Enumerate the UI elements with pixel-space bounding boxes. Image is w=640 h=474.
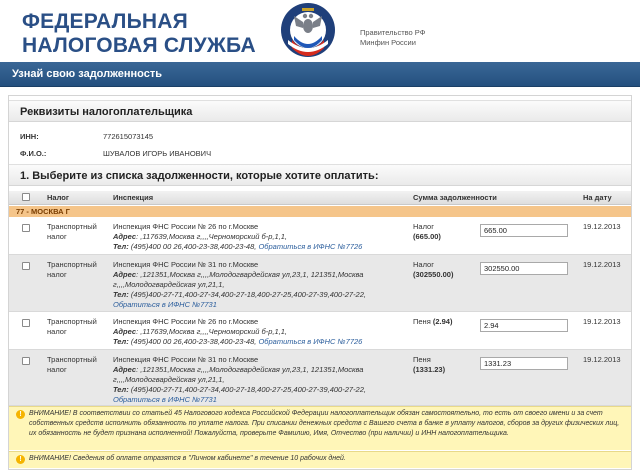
taxpayer-section-title: Реквизиты налогоплательщика (20, 106, 193, 118)
col-amount: Сумма задолженности (413, 193, 497, 202)
tax-code-warning (9, 406, 631, 450)
table-row (9, 255, 631, 312)
brand-line-1: ФЕДЕРАЛЬНАЯ (22, 10, 188, 33)
row-inspection (113, 355, 409, 405)
row-tax: Транспортный налог (47, 355, 97, 374)
address-label: Адрес (113, 365, 137, 374)
inn-value: 772615073145 (103, 132, 154, 141)
amount-input[interactable] (480, 224, 568, 237)
debts-table-header (9, 191, 631, 205)
inspection-name: Инспекция ФНС России № 26 по г.Москве (113, 317, 259, 326)
amount-value: (1331.23) (413, 365, 446, 374)
row-date: 19.12.2013 (583, 355, 621, 364)
taxpayer-section-header (9, 100, 631, 122)
government-caption (360, 28, 425, 48)
tel-label: Тел: (113, 242, 129, 251)
gov-line-1: Правительство РФ (360, 28, 426, 37)
row-inspection (113, 222, 409, 252)
table-row (9, 350, 631, 406)
region-label: 77 - МОСКВА Г (16, 207, 70, 216)
row-amount-label (413, 317, 475, 327)
col-tax: Налог (47, 193, 69, 202)
amount-type: Пеня (413, 355, 431, 364)
inn-label: ИНН: (20, 132, 39, 141)
inspection-name: Инспекция ФНС России № 31 по г.Москве (113, 260, 259, 269)
fns-emblem-icon (272, 0, 344, 64)
row-checkbox[interactable] (22, 357, 30, 365)
contact-ifns-link[interactable]: Обратиться в ИФНС №7726 (258, 242, 363, 251)
amount-input[interactable] (480, 357, 568, 370)
tel-value: (495)400-27-71,400-27-34,400-27-18,400-27-25,400-27-39,400-27-22, (128, 385, 366, 394)
amount-type: Налог (413, 222, 434, 231)
tel-label: Тел: (113, 385, 129, 394)
col-inspection: Инспекция (113, 193, 154, 202)
tel-value: (495)400 00 26,400-23-38,400-23-48, (128, 337, 257, 346)
tel-label: Тел: (113, 337, 129, 346)
row-amount-label (413, 222, 473, 242)
debts-section-header (9, 164, 631, 186)
address-value: : ,121351,Москва г,,,,Молодогвардейская ул,23,1, 121351,Москва г,,,,Молодогвардейская ул,21,1, (113, 365, 364, 384)
row-tax: Транспортный налог (47, 260, 97, 279)
row-checkbox[interactable] (22, 262, 30, 270)
row-inspection (113, 260, 409, 310)
site-header (0, 0, 640, 62)
row-date: 19.12.2013 (583, 260, 621, 269)
amount-value: (302550.00) (413, 270, 454, 279)
select-all-checkbox[interactable] (22, 193, 30, 201)
address-value: : ,117639,Москва г,,,,Черноморский б-р,1,1, (136, 327, 288, 336)
amount-value: (665.00) (413, 232, 441, 241)
contact-ifns-link[interactable]: Обратиться в ИФНС №7731 (113, 395, 217, 404)
warning-icon: ! (16, 455, 25, 464)
contact-ifns-link[interactable]: Обратиться в ИФНС №7726 (258, 337, 363, 346)
row-tax: Транспортный налог (47, 317, 97, 336)
amount-input[interactable] (480, 262, 568, 275)
region-group-row (9, 206, 631, 217)
gov-line-2: Минфин России (360, 38, 416, 47)
fio-label: Ф.И.О.: (20, 149, 47, 158)
brand-line-2: НАЛОГОВАЯ СЛУЖБА (22, 34, 256, 57)
fio-value: ШУВАЛОВ ИГОРЬ ИВАНОВИЧ (103, 149, 212, 158)
main-panel (8, 95, 632, 470)
amount-value: (2.94) (432, 317, 453, 326)
page-title: Узнай свою задолженность (12, 68, 163, 80)
debts-section-title: 1. Выберите из списка задолженности, которые хотите оплатить: (20, 170, 379, 182)
amount-type: Пеня (413, 317, 431, 326)
address-label: Адрес (113, 270, 137, 279)
row-checkbox[interactable] (22, 319, 30, 327)
row-checkbox[interactable] (22, 224, 30, 232)
row-tax: Транспортный налог (47, 222, 97, 241)
inspection-name: Инспекция ФНС России № 31 по г.Москве (113, 355, 259, 364)
warning-icon: ! (16, 410, 25, 419)
row-inspection (113, 317, 409, 347)
payment-info-warning (9, 451, 631, 468)
site-logo-text[interactable] (22, 10, 256, 58)
amount-input[interactable] (480, 319, 568, 332)
col-date: На дату (583, 193, 612, 202)
page-title-bar (0, 62, 640, 87)
row-date: 19.12.2013 (583, 222, 621, 231)
tel-value: (495)400 00 26,400-23-38,400-23-48, (128, 242, 257, 251)
row-date: 19.12.2013 (583, 317, 621, 326)
warning-text: ВНИМАНИЕ! Сведения об оплате отразятся в "Личном кабинете" в течение 10 рабочих дней. (29, 455, 346, 462)
address-label: Адрес (113, 232, 137, 241)
inspection-name: Инспекция ФНС России № 26 по г.Москве (113, 222, 259, 231)
tel-label: Тел: (113, 290, 129, 299)
address-label: Адрес (113, 327, 137, 336)
warning-text: ВНИМАНИЕ! В соответствии со статьей 45 Налогового кодекса Российской Федерации налогоплательщик обязан самостоятельно, то есть от своего имени и за счет собственных средств исполнить обязанность по уплате налога. При списании денежных средств с Вашего счета в банке в уплату налогов, сборов за других физических лиц, их обязанность не будет признана исполненной! Пожалуйста, проверьте Фамилию, Имя, Отчество (при наличии) и ИНН налогоплательщика. (29, 410, 620, 437)
address-value: : ,117639,Москва г,,,,Черноморский б-р,1,1, (136, 232, 288, 241)
row-amount-label (413, 355, 475, 375)
tel-value: (495)400-27-71,400-27-34,400-27-18,400-27-25,400-27-39,400-27-22, (128, 290, 366, 299)
contact-ifns-link[interactable]: Обратиться в ИФНС №7731 (113, 300, 217, 309)
address-value: : ,121351,Москва г,,,,Молодогвардейская ул,23,1, 121351,Москва г,,,,Молодогвардейская ул,21,1, (113, 270, 364, 289)
row-amount-label (413, 260, 475, 280)
table-row (9, 217, 631, 255)
table-row (9, 312, 631, 350)
amount-type: Налог (413, 260, 434, 269)
